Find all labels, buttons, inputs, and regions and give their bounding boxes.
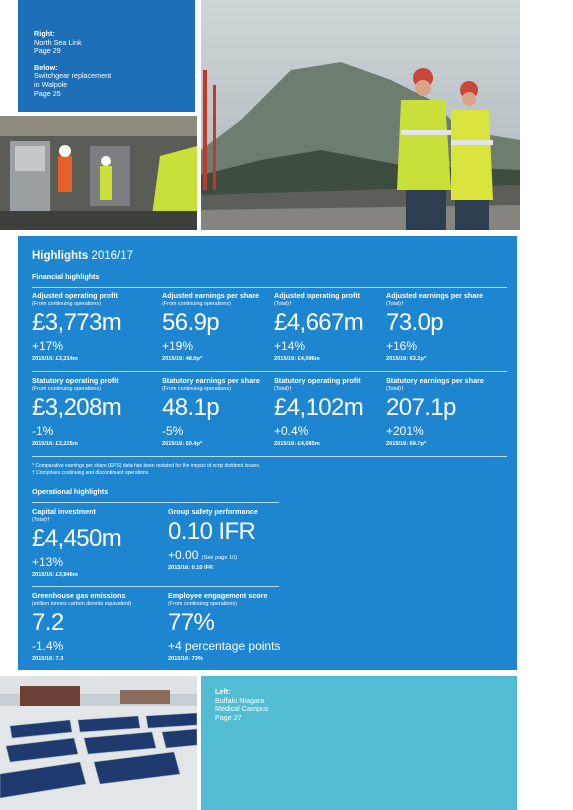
metric-sub: (From continuing operations) <box>32 386 101 392</box>
operational-rule-middle <box>32 586 279 587</box>
financial-rule-top <box>32 287 507 288</box>
metric-change-note: (See page 10) <box>201 555 238 561</box>
north-sea-photo <box>201 0 520 230</box>
metric-sub: (Total)† <box>32 517 50 523</box>
caption-left-line1: Buffalo Niagara <box>215 695 265 705</box>
footnote-total: † Comprises continuing and discontinued operations. <box>32 470 150 476</box>
metric-label: Statutory earnings per share <box>386 376 484 385</box>
metric-value: £4,450m <box>32 525 122 552</box>
metric-label: Employee engagement score <box>168 591 268 600</box>
metric-change: +4 percentage points <box>168 639 281 653</box>
metric-change: +14% <box>274 339 306 353</box>
metric-change: +0.00 <box>168 548 199 562</box>
metric-label: Greenhouse gas emissions <box>32 591 126 600</box>
metric-prior: 2015/16: 50.4p* <box>162 441 203 447</box>
metric-stat-op-profit-total <box>274 376 386 447</box>
operational-rule-top <box>32 502 279 503</box>
highlights-title-text: Highlights <box>32 250 89 262</box>
metric-adj-eps-cont <box>162 291 274 362</box>
metric-change: +13% <box>32 555 64 569</box>
metric-value: 0.10 IFR <box>168 518 256 545</box>
metric-prior: 2015/16: 68.7p* <box>386 441 427 447</box>
metric-prior: 2015/16: 63.2p* <box>386 356 427 362</box>
operational-highlights-label: Operational highlights <box>32 487 109 496</box>
metric-sub: (From continuing operations) <box>168 601 237 607</box>
caption-right-heading: Right: <box>34 29 55 38</box>
metric-label: Adjusted operating profit <box>274 291 360 300</box>
financial-rule-middle <box>32 371 507 372</box>
caption-below-heading: Below: <box>34 62 58 72</box>
caption-below-line1: Switchgear replacement <box>34 71 112 81</box>
metric-label: Adjusted earnings per share <box>386 291 484 300</box>
metric-value: 56.9p <box>162 309 220 336</box>
metric-prior: 2015/16: 73% <box>168 656 203 662</box>
metric-label: Adjusted earnings per share <box>162 291 260 300</box>
metric-label: Statutory operating profit <box>32 376 119 385</box>
caption-left-line3: Page 27 <box>215 712 242 722</box>
metric-label: Adjusted operating profit <box>32 291 118 300</box>
metric-group-safety <box>168 507 328 571</box>
caption-left-panel <box>201 676 517 810</box>
metric-sub: (Total)† <box>274 301 292 307</box>
metric-prior: 2015/16: 0.10 IFR <box>168 565 214 571</box>
metric-stat-eps-cont <box>162 376 274 447</box>
caption-right-line1: North Sea Link <box>34 37 82 47</box>
metric-prior: 2015/16: £4,085m <box>274 441 320 447</box>
metric-value: £3,773m <box>32 309 122 336</box>
metric-value: 73.0p <box>386 309 444 336</box>
metric-prior: 2015/16: 7.3 <box>32 656 64 662</box>
metric-change: +201% <box>386 424 424 438</box>
metric-change: -5% <box>162 424 184 438</box>
metric-value: 7.2 <box>32 609 64 636</box>
metric-prior: 2015/16: £3,946m <box>32 572 78 578</box>
metric-sub: (From continuing operations) <box>162 301 231 307</box>
caption-below-line2: in Walpole <box>34 79 68 89</box>
metric-adj-op-profit-cont <box>32 291 144 362</box>
metric-label: Capital investment <box>32 507 96 516</box>
metric-value: £3,208m <box>32 394 122 421</box>
metric-value: £4,667m <box>274 309 364 336</box>
caption-right-line2: Page 29 <box>34 46 61 56</box>
metric-value: £4,102m <box>274 394 364 421</box>
highlights-title <box>32 250 133 262</box>
financial-rule-bottom <box>32 456 507 457</box>
metric-change: +17% <box>32 339 64 353</box>
financial-highlights-label: Financial highlights <box>32 272 100 281</box>
highlights-year: 2016/17 <box>91 250 133 262</box>
metric-sub: (From continuing operations) <box>32 301 101 307</box>
metric-employee-engagement <box>168 591 328 662</box>
metric-value: 207.1p <box>386 394 456 421</box>
metric-change: +16% <box>386 339 418 353</box>
metric-value: 77% <box>168 609 215 636</box>
footnote-eps-restated: * Comparative earnings per share (EPS) data has been restated for the impact of scrip dividend issues. <box>32 463 261 469</box>
caption-left-line2: Medical Campus <box>215 704 269 714</box>
metric-stat-eps-total <box>386 376 498 447</box>
metric-ghg-emissions <box>32 591 162 662</box>
metric-label: Group safety performance <box>168 507 258 516</box>
metric-stat-op-profit-cont <box>32 376 144 447</box>
metric-adj-op-profit-total <box>274 291 386 362</box>
metric-prior: 2015/16: £4,096m <box>274 356 320 362</box>
metric-sub: (From continuing operations) <box>162 386 231 392</box>
switchgear-photo <box>0 116 197 230</box>
metric-sub: (million tonnes carbon dioxide equivalent) <box>32 601 132 607</box>
metric-value: 48.1p <box>162 394 220 421</box>
metric-change: -1% <box>32 424 54 438</box>
metric-prior: 2015/16: £3,225m <box>32 441 78 447</box>
metric-capital-investment <box>32 507 162 578</box>
metric-sub: (Total)† <box>386 301 404 307</box>
caption-below-line3: Page 25 <box>34 88 61 98</box>
metric-change: +0.4% <box>274 424 309 438</box>
metric-change: +19% <box>162 339 194 353</box>
solar-panels-photo <box>0 676 197 810</box>
metric-label: Statutory earnings per share <box>162 376 260 385</box>
caption-right-panel <box>18 0 195 112</box>
metric-sub: (Total)† <box>274 386 292 392</box>
metric-adj-eps-total <box>386 291 498 362</box>
metric-prior: 2015/16: 48.0p* <box>162 356 203 362</box>
metric-change-wrap <box>168 548 328 562</box>
metric-change: -1.4% <box>32 639 64 653</box>
caption-left-heading: Left: <box>215 687 231 696</box>
metric-sub: (Total)† <box>386 386 404 392</box>
metric-label: Statutory operating profit <box>274 376 361 385</box>
metric-prior: 2015/16: £3,214m <box>32 356 78 362</box>
highlights-panel <box>18 236 517 670</box>
